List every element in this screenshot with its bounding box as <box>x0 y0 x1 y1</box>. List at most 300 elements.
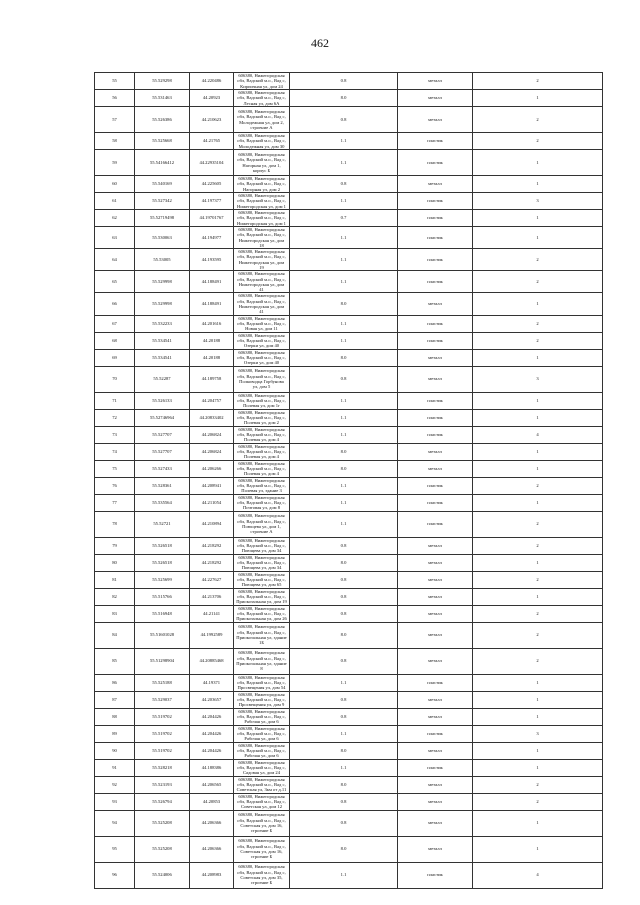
longitude-cell: 44.20188 <box>190 349 234 366</box>
address-cell: 606380, Нижегородская обл, Вадский м.о., Вад с, Новая ул, дом 11 <box>234 315 290 332</box>
container-volume-cell: 1.1 <box>290 150 398 176</box>
address-cell: 606380, Нижегородская обл, Вадский м.о., Вад с, Советская ул, дом 12 <box>234 793 290 810</box>
container-count-cell: 2 <box>473 622 603 648</box>
latitude-cell: 55.530063 <box>135 227 190 249</box>
container-count-cell: 1 <box>473 759 603 776</box>
table-row <box>95 176 603 193</box>
container-volume-cell: 0.8 <box>290 73 398 90</box>
container-count-cell: 1 <box>473 460 603 477</box>
table-row <box>95 73 603 90</box>
latitude-cell: 55.523193 <box>135 776 190 793</box>
container-volume-cell: 8.0 <box>290 293 398 315</box>
container-volume-cell: 8.0 <box>290 90 398 107</box>
row-number-cell: 76 <box>95 477 135 494</box>
table-row <box>95 90 603 107</box>
row-number-cell: 57 <box>95 107 135 133</box>
table-row <box>95 708 603 725</box>
container-volume-cell: 1.1 <box>290 494 398 511</box>
address-cell: 606380, Нижегородская обл, Вадский м.о., Вад с, Нагорная ул, дом 2 <box>234 176 290 193</box>
container-volume-cell: 1.1 <box>290 392 398 409</box>
address-cell: 606380, Нижегородская обл, Вадский м.о., Вад с, Нижегородская ул, дом 41 <box>234 271 290 293</box>
longitude-cell: 44.208941 <box>190 477 234 494</box>
longitude-cell: 44.204426 <box>190 725 234 742</box>
address-cell: 606380, Нижегородская обл, Вадский м.о., Вад с, Полевая ул, здание 3 <box>234 477 290 494</box>
container-volume-cell: 1.1 <box>290 315 398 332</box>
container-material-cell: металл <box>398 293 473 315</box>
row-number-cell: 60 <box>95 176 135 193</box>
address-cell: 606380, Нижегородская обл, Вадский м.о., Вад с, Полевая ул, дом 4 <box>234 426 290 443</box>
address-cell: 606380, Нижегородская обл, Вадский м.о., Вад с, Кирпичная ул, дом 24 <box>234 73 290 90</box>
row-number-cell: 84 <box>95 622 135 648</box>
container-material-cell: пластик <box>398 862 473 888</box>
longitude-cell: 44.211054 <box>190 494 234 511</box>
container-count-cell: 1 <box>473 674 603 691</box>
latitude-cell: 55.540169 <box>135 176 190 193</box>
container-count-cell: 2 <box>473 332 603 349</box>
address-cell: 606380, Нижегородская обл, Вадский м.о., Вад с, Молодежная ул, дом 2, строение А <box>234 107 290 133</box>
container-material-cell: пластик <box>398 227 473 249</box>
address-cell: 606380, Нижегородская обл, Вадский м.о., Вад с, Молодежная ул, дом 30 <box>234 133 290 150</box>
container-material-cell: пластик <box>398 150 473 176</box>
container-material-cell: металл <box>398 648 473 674</box>
longitude-cell: 44.20853 <box>190 793 234 810</box>
longitude-cell: 44.206266 <box>190 460 234 477</box>
container-volume-cell: 0.8 <box>290 605 398 622</box>
row-number-cell: 77 <box>95 494 135 511</box>
row-number-cell: 73 <box>95 426 135 443</box>
container-material-cell: пластик <box>398 332 473 349</box>
table-row <box>95 776 603 793</box>
table-row <box>95 571 603 588</box>
address-cell: 606380, Нижегородская обл, Вадский м.о., Вад с, Приокозальная ул, дом 19 <box>234 588 290 605</box>
container-material-cell: металл <box>398 73 473 90</box>
row-number-cell: 59 <box>95 150 135 176</box>
latitude-cell: 55.52719498 <box>135 210 190 227</box>
container-sites-table <box>94 72 603 889</box>
address-cell: 606380, Нижегородская обл, Вадский м.о., Вад с, Приокозальная ул, здание 8 <box>234 648 290 674</box>
row-number-cell: 68 <box>95 332 135 349</box>
container-volume-cell: 0.8 <box>290 708 398 725</box>
latitude-cell: 55.525188 <box>135 674 190 691</box>
container-count-cell: 1 <box>473 691 603 708</box>
address-cell: 606380, Нижегородская обл, Вадский м.о., Вад с, Нижегородская ул, дом 41 <box>234 293 290 315</box>
container-volume-cell: 8.0 <box>290 349 398 366</box>
address-cell: 606380, Нижегородская обл, Вадский м.о., Вад с, Просвещения ул, дом 9 <box>234 691 290 708</box>
longitude-cell: 44.218292 <box>190 537 234 554</box>
row-number-cell: 56 <box>95 90 135 107</box>
container-count-cell: 1 <box>473 210 603 227</box>
container-material-cell: пластик <box>398 133 473 150</box>
row-number-cell: 71 <box>95 392 135 409</box>
table-row <box>95 537 603 554</box>
row-number-cell: 55 <box>95 73 135 90</box>
longitude-cell: 44.22935104 <box>190 150 234 176</box>
address-cell: 606380, Нижегородская обл, Вадский м.о., Вад с, Озерки ул, дом 40 <box>234 332 290 349</box>
row-number-cell: 83 <box>95 605 135 622</box>
container-material-cell: металл <box>398 554 473 571</box>
container-count-cell: 2 <box>473 793 603 810</box>
container-count-cell: 1 <box>473 742 603 759</box>
table-row <box>95 349 603 366</box>
container-material-cell: пластик <box>398 426 473 443</box>
row-number-cell: 93 <box>95 793 135 810</box>
container-count-cell: 1 <box>473 293 603 315</box>
container-material-cell: пластик <box>398 315 473 332</box>
container-volume-cell: 1.1 <box>290 409 398 426</box>
table-row <box>95 271 603 293</box>
longitude-cell: 44.204757 <box>190 392 234 409</box>
container-volume-cell: 8.0 <box>290 742 398 759</box>
longitude-cell: 44.194977 <box>190 227 234 249</box>
container-volume-cell: 0.8 <box>290 691 398 708</box>
container-material-cell: металл <box>398 691 473 708</box>
latitude-cell: 55.532233 <box>135 315 190 332</box>
container-count-cell: 1 <box>473 392 603 409</box>
table-row <box>95 293 603 315</box>
latitude-cell: 55.52746964 <box>135 409 190 426</box>
container-material-cell: металл <box>398 708 473 725</box>
longitude-cell: 44.188491 <box>190 271 234 293</box>
table-row <box>95 210 603 227</box>
container-count-cell: 1 <box>473 836 603 862</box>
container-volume-cell: 0.8 <box>290 810 398 836</box>
row-number-cell: 96 <box>95 862 135 888</box>
container-count-cell: 4 <box>473 862 603 888</box>
container-count-cell: 3 <box>473 366 603 392</box>
latitude-cell: 55.528361 <box>135 477 190 494</box>
container-count-cell: 2 <box>473 315 603 332</box>
container-count-cell: 2 <box>473 477 603 494</box>
latitude-cell: 55.53005 <box>135 249 190 271</box>
container-material-cell: металл <box>398 107 473 133</box>
latitude-cell: 55.52287 <box>135 366 190 392</box>
table-row <box>95 107 603 133</box>
table-row <box>95 622 603 648</box>
longitude-cell: 44.188491 <box>190 293 234 315</box>
address-cell: 606380, Нижегородская обл, Вадский м.о., Вад с, Советская ул, дом 16, строение Б <box>234 810 290 836</box>
address-cell: 606380, Нижегородская обл, Вадский м.о., Вад с, Нижегородская ул, дом 1 <box>234 193 290 210</box>
address-cell: 606380, Нижегородская обл, Вадский м.о., Вад с, Полевая ул, дом 2 <box>234 409 290 426</box>
table-row <box>95 227 603 249</box>
latitude-cell: 55.528218 <box>135 759 190 776</box>
container-count-cell: 2 <box>473 537 603 554</box>
row-number-cell: 82 <box>95 588 135 605</box>
latitude-cell: 55.529298 <box>135 73 190 90</box>
container-count-cell: 2 <box>473 107 603 133</box>
container-count-cell: 2 <box>473 511 603 537</box>
row-number-cell: 92 <box>95 776 135 793</box>
row-number-cell: 67 <box>95 315 135 332</box>
address-cell: 606380, Нижегородская обл, Вадский м.о., Вад с, Полевая ул, дом 1г <box>234 392 290 409</box>
address-cell: 606380, Нижегородская обл, Вадский м.о., Вад с, Полководца Горбунова ул, дом 5 <box>234 366 290 392</box>
container-material-cell: металл <box>398 176 473 193</box>
latitude-cell: 55.525668 <box>135 133 190 150</box>
longitude-cell: 44.20923 <box>190 90 234 107</box>
address-cell: 606380, Нижегородская обл, Вадский м.о., Вад с, Приокозальная ул, здание 1Б <box>234 622 290 648</box>
container-volume-cell: 0.7 <box>290 210 398 227</box>
row-number-cell: 75 <box>95 460 135 477</box>
table-row <box>95 554 603 571</box>
latitude-cell: 55.531463 <box>135 90 190 107</box>
longitude-cell: 44.220486 <box>190 73 234 90</box>
latitude-cell: 55.535564 <box>135 494 190 511</box>
table-row <box>95 460 603 477</box>
container-count-cell: 2 <box>473 571 603 588</box>
container-count-cell: 1 <box>473 409 603 426</box>
latitude-cell: 55.519702 <box>135 725 190 742</box>
address-cell: 606380, Нижегородская обл, Вадский м.о., Вад с, Поющева ул, дом 34 <box>234 537 290 554</box>
container-material-cell: пластик <box>398 674 473 691</box>
table-row <box>95 793 603 810</box>
container-count-cell: 1 <box>473 554 603 571</box>
container-material-cell: металл <box>398 793 473 810</box>
address-cell: 606380, Нижегородская обл, Вадский м.о., Вад с, Рабочая ул, дом 6 <box>234 725 290 742</box>
longitude-cell: 44.206565 <box>190 776 234 793</box>
table-row <box>95 366 603 392</box>
row-number-cell: 91 <box>95 759 135 776</box>
container-material-cell: пластик <box>398 511 473 537</box>
longitude-cell: 44.204426 <box>190 708 234 725</box>
latitude-cell: 55.527707 <box>135 443 190 460</box>
latitude-cell: 55.52721 <box>135 511 190 537</box>
row-number-cell: 87 <box>95 691 135 708</box>
latitude-cell: 55.525208 <box>135 810 190 836</box>
table-row <box>95 249 603 271</box>
address-cell: 606380, Нижегородская обл, Вадский м.о., Вад с, Советская ул, дом 35, строение Б <box>234 862 290 888</box>
container-count-cell: 1 <box>473 494 603 511</box>
container-volume-cell: 1.1 <box>290 511 398 537</box>
longitude-cell: 44.225605 <box>190 176 234 193</box>
latitude-cell: 55.526518 <box>135 537 190 554</box>
table-row <box>95 836 603 862</box>
container-count-cell: 4 <box>473 426 603 443</box>
latitude-cell: 55.526386 <box>135 107 190 133</box>
page-number: 462 <box>311 36 329 50</box>
container-count-cell: 1 <box>473 349 603 366</box>
container-count-cell: 2 <box>473 271 603 293</box>
row-number-cell: 95 <box>95 836 135 862</box>
table-body <box>95 73 603 889</box>
row-number-cell: 61 <box>95 193 135 210</box>
container-count-cell: 2 <box>473 73 603 90</box>
container-material-cell: металл <box>398 366 473 392</box>
latitude-cell: 55.516948 <box>135 605 190 622</box>
container-count-cell: 1 <box>473 227 603 249</box>
container-count-cell: 1 <box>473 588 603 605</box>
address-cell: 606380, Нижегородская обл, Вадский м.о., Вад с, Почтовая ул, дом 8 <box>234 494 290 511</box>
container-count-cell: 2 <box>473 648 603 674</box>
container-material-cell: пластик <box>398 271 473 293</box>
container-volume-cell: 1.1 <box>290 862 398 888</box>
table-row <box>95 648 603 674</box>
container-volume-cell: 1.1 <box>290 674 398 691</box>
container-material-cell: пластик <box>398 249 473 271</box>
latitude-cell: 55.534541 <box>135 349 190 366</box>
container-material-cell: металл <box>398 836 473 862</box>
row-number-cell: 85 <box>95 648 135 674</box>
container-volume-cell: 0.8 <box>290 793 398 810</box>
longitude-cell: 44.203657 <box>190 691 234 708</box>
row-number-cell: 88 <box>95 708 135 725</box>
latitude-cell: 55.527707 <box>135 426 190 443</box>
latitude-cell: 55.519702 <box>135 742 190 759</box>
container-volume-cell: 0.8 <box>290 107 398 133</box>
address-cell: 606380, Нижегородская обл, Вадский м.о., Вад с, Советская ул, дом 16, строение Б <box>234 836 290 862</box>
address-cell: 606380, Нижегородская обл, Вадский м.о., Вад с, Нижегородская ул, дом 19 <box>234 249 290 271</box>
row-number-cell: 66 <box>95 293 135 315</box>
table-row <box>95 409 603 426</box>
container-material-cell: пластик <box>398 392 473 409</box>
row-number-cell: 72 <box>95 409 135 426</box>
address-cell: 606380, Нижегородская обл, Вадский м.о., Вад с, Полевая ул, дом 4 <box>234 443 290 460</box>
longitude-cell: 44.188386 <box>190 759 234 776</box>
table-row <box>95 392 603 409</box>
address-cell: 606380, Нижегородская обл, Вадский м.о., Вад с, Нагорная ул, дом 1, корпус Б <box>234 150 290 176</box>
container-count-cell: 1 <box>473 176 603 193</box>
container-volume-cell: 8.0 <box>290 622 398 648</box>
table-row <box>95 443 603 460</box>
container-material-cell: пластик <box>398 193 473 210</box>
container-material-cell: металл <box>398 622 473 648</box>
latitude-cell: 55.54166412 <box>135 150 190 176</box>
longitude-cell: 44.206824 <box>190 426 234 443</box>
latitude-cell: 55.529998 <box>135 293 190 315</box>
container-material-cell: пластик <box>398 725 473 742</box>
longitude-cell: 44.227627 <box>190 571 234 588</box>
longitude-cell: 44.210894 <box>190 511 234 537</box>
row-number-cell: 94 <box>95 810 135 836</box>
latitude-cell: 55.529037 <box>135 691 190 708</box>
container-volume-cell: 1.1 <box>290 249 398 271</box>
container-volume-cell: 8.0 <box>290 776 398 793</box>
address-cell: 606380, Нижегородская обл, Вадский м.о., Вад с, Просвещения ул, дом 54 <box>234 674 290 691</box>
longitude-cell: 44.193595 <box>190 249 234 271</box>
container-material-cell: металл <box>398 742 473 759</box>
longitude-cell: 44.19371 <box>190 674 234 691</box>
container-volume-cell: 1.1 <box>290 332 398 349</box>
container-volume-cell: 0.8 <box>290 648 398 674</box>
container-count-cell: 1 <box>473 708 603 725</box>
table-row <box>95 588 603 605</box>
longitude-cell: 44.213706 <box>190 588 234 605</box>
address-cell: 606380, Нижегородская обл, Вадский м.о., Вад с, Приокозальная ул, дом 26 <box>234 605 290 622</box>
container-count-cell: 1 <box>473 90 603 107</box>
container-count-cell: 1 <box>473 443 603 460</box>
address-cell: 606380, Нижегородская обл, Вадский м.о., Вад с, Советская ул, 3км от д.11 <box>234 776 290 793</box>
longitude-cell: 44.206366 <box>190 836 234 862</box>
container-volume-cell: 8.0 <box>290 836 398 862</box>
container-volume-cell: 1.1 <box>290 271 398 293</box>
container-count-cell: 2 <box>473 605 603 622</box>
row-number-cell: 79 <box>95 537 135 554</box>
row-number-cell: 90 <box>95 742 135 759</box>
container-material-cell: пластик <box>398 210 473 227</box>
latitude-cell: 55.524006 <box>135 862 190 888</box>
longitude-cell: 44.218292 <box>190 554 234 571</box>
latitude-cell: 55.515766 <box>135 588 190 605</box>
address-cell: 606380, Нижегородская обл, Вадский м.о., Вад с, Поющева ул, дом 65 <box>234 571 290 588</box>
row-number-cell: 86 <box>95 674 135 691</box>
table-row <box>95 511 603 537</box>
address-cell: 606380, Нижегородская обл, Вадский м.о., Вад с, Нижегородская ул, дом 18 <box>234 227 290 249</box>
container-volume-cell: 0.8 <box>290 571 398 588</box>
latitude-cell: 55.51601028 <box>135 622 190 648</box>
container-count-cell: 1 <box>473 810 603 836</box>
row-number-cell: 69 <box>95 349 135 366</box>
longitude-cell: 44.189758 <box>190 366 234 392</box>
longitude-cell: 44.206366 <box>190 810 234 836</box>
latitude-cell: 55.526518 <box>135 554 190 571</box>
latitude-cell: 55.525208 <box>135 836 190 862</box>
table-row <box>95 193 603 210</box>
container-volume-cell: 1.1 <box>290 227 398 249</box>
table-row <box>95 332 603 349</box>
table-row <box>95 742 603 759</box>
longitude-cell: 44.201616 <box>190 315 234 332</box>
container-material-cell: металл <box>398 776 473 793</box>
container-material-cell: металл <box>398 349 473 366</box>
container-volume-cell: 1.1 <box>290 477 398 494</box>
row-number-cell: 65 <box>95 271 135 293</box>
latitude-cell: 55.527342 <box>135 193 190 210</box>
row-number-cell: 58 <box>95 133 135 150</box>
container-volume-cell: 8.0 <box>290 460 398 477</box>
row-number-cell: 81 <box>95 571 135 588</box>
row-number-cell: 78 <box>95 511 135 537</box>
latitude-cell: 55.526133 <box>135 392 190 409</box>
container-volume-cell: 1.1 <box>290 725 398 742</box>
latitude-cell: 55.519702 <box>135 708 190 725</box>
container-volume-cell: 1.1 <box>290 133 398 150</box>
container-material-cell: металл <box>398 810 473 836</box>
table-row <box>95 315 603 332</box>
row-number-cell: 74 <box>95 443 135 460</box>
longitude-cell: 44.21765 <box>190 133 234 150</box>
latitude-cell: 55.527433 <box>135 460 190 477</box>
row-number-cell: 63 <box>95 227 135 249</box>
table-row <box>95 810 603 836</box>
container-material-cell: пластик <box>398 494 473 511</box>
table-row <box>95 426 603 443</box>
address-cell: 606380, Нижегородская обл, Вадский м.о., Вад с, Рабочая ул, дом 6 <box>234 708 290 725</box>
table-row <box>95 150 603 176</box>
container-volume-cell: 0.8 <box>290 588 398 605</box>
container-count-cell: 2 <box>473 249 603 271</box>
container-volume-cell: 8.0 <box>290 554 398 571</box>
container-material-cell: металл <box>398 460 473 477</box>
address-cell: 606380, Нижегородская обл, Вадский м.о., Вад с, Озерки ул, дом 40 <box>234 349 290 366</box>
container-count-cell: 3 <box>473 193 603 210</box>
address-cell: 606380, Нижегородская обл, Вадский м.о., Вад с, Лесная ул, дом 6А <box>234 90 290 107</box>
address-cell: 606380, Нижегородская обл, Вадский м.о., Вад с, Рабочая ул, дом 6 <box>234 742 290 759</box>
container-material-cell: металл <box>398 443 473 460</box>
container-count-cell: 3 <box>473 725 603 742</box>
longitude-cell: 44.20885468 <box>190 648 234 674</box>
latitude-cell: 55.529998 <box>135 271 190 293</box>
table-row <box>95 725 603 742</box>
container-volume-cell: 0.8 <box>290 537 398 554</box>
row-number-cell: 80 <box>95 554 135 571</box>
latitude-cell: 55.526794 <box>135 793 190 810</box>
container-volume-cell: 0.8 <box>290 176 398 193</box>
row-number-cell: 64 <box>95 249 135 271</box>
longitude-cell: 44.1992589 <box>190 622 234 648</box>
container-material-cell: металл <box>398 588 473 605</box>
latitude-cell: 55.534541 <box>135 332 190 349</box>
container-volume-cell: 8.0 <box>290 443 398 460</box>
latitude-cell: 55.51298904 <box>135 648 190 674</box>
longitude-cell: 44.21141 <box>190 605 234 622</box>
